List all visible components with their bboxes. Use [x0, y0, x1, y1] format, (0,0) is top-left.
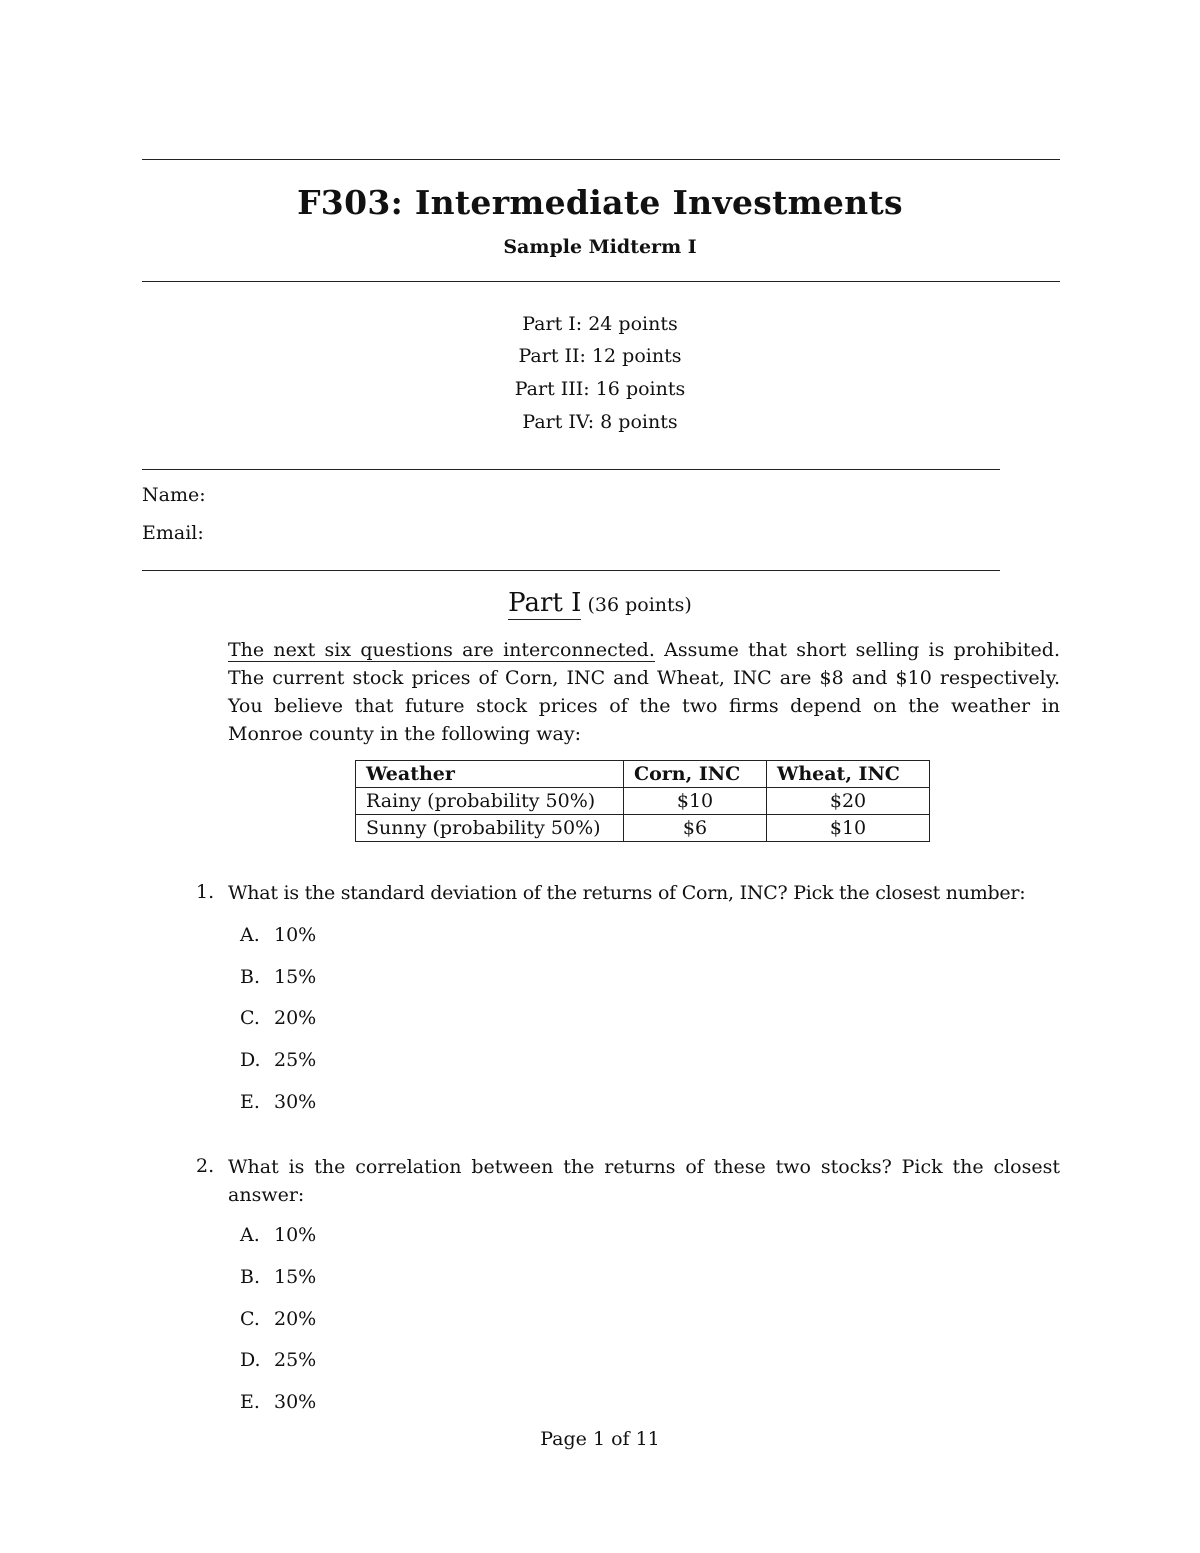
- table-header-row: [356, 761, 930, 788]
- option-value: 25%: [274, 1049, 317, 1071]
- question-2-option-a: [240, 1224, 316, 1246]
- points-part-2: Part II: 12 points: [518, 345, 682, 367]
- question-1-number: 1.: [196, 881, 215, 903]
- part-1-points: (36 points): [587, 594, 692, 616]
- table-row: [356, 788, 930, 815]
- option-label: B.: [240, 1266, 261, 1288]
- option-value: 15%: [274, 966, 317, 988]
- question-1-text: What is the standard deviation of the returns of Corn, INC? Pick the closest number:: [228, 882, 1026, 904]
- points-part-4: Part IV: 8 points: [522, 411, 678, 433]
- question-2-text: What is the correlation between the returns of these two stocks? Pick the closest answer:: [228, 1156, 1060, 1206]
- title-bottom-rule: [142, 281, 1060, 282]
- option-label: A.: [240, 1224, 260, 1246]
- option-value: 10%: [274, 1224, 317, 1246]
- table-header-weather: Weather: [356, 761, 624, 788]
- table-header-wheat: Wheat, INC: [767, 761, 930, 788]
- option-value: 30%: [274, 1391, 317, 1413]
- name-label: Name:: [142, 484, 206, 506]
- document-title: F303: Intermediate Investments: [297, 183, 903, 222]
- option-label: E.: [240, 1091, 260, 1113]
- option-label: D.: [240, 1049, 261, 1071]
- email-bottom-rule: [142, 570, 1000, 571]
- option-value: 10%: [274, 924, 317, 946]
- question-1-option-b: [240, 966, 316, 988]
- option-value: 20%: [274, 1007, 317, 1029]
- part-1-title: Part I: [508, 588, 582, 618]
- option-value: 30%: [274, 1091, 317, 1113]
- question-2-option-b: [240, 1266, 316, 1288]
- question-1-option-e: [240, 1091, 316, 1113]
- option-label: D.: [240, 1349, 261, 1371]
- points-part-1: Part I: 24 points: [522, 313, 678, 335]
- option-value: 20%: [274, 1308, 317, 1330]
- intro-text: Assume that short selling is prohibited. The current stock prices of Corn, INC and Wheat, INC are $8 and $10 respectively. You believe that future stock prices of the two firms depend on the weather in Monroe county in the following way:: [228, 639, 1060, 745]
- table-row: [356, 815, 930, 842]
- table-cell: $10: [767, 815, 930, 842]
- name-top-rule: [142, 469, 1000, 470]
- table-cell: Sunny (probability 50%): [356, 815, 624, 842]
- intro-underlined-text: The next six questions are interconnected.: [228, 639, 655, 661]
- question-2-option-c: [240, 1308, 316, 1330]
- question-1-option-a: [240, 924, 316, 946]
- option-label: E.: [240, 1391, 260, 1413]
- question-2-option-e: [240, 1391, 316, 1413]
- email-label: Email:: [142, 522, 204, 544]
- part-1-heading: [0, 588, 1200, 618]
- question-2-option-d: [240, 1349, 316, 1371]
- table-header-corn: Corn, INC: [624, 761, 767, 788]
- question-1-option-c: [240, 1007, 316, 1029]
- question-2-number: 2.: [196, 1155, 215, 1177]
- question-1-option-d: [240, 1049, 316, 1071]
- option-label: B.: [240, 966, 261, 988]
- document-subtitle: Sample Midterm I: [503, 236, 697, 258]
- table-cell: $10: [624, 788, 767, 815]
- weather-price-table: [355, 760, 930, 842]
- option-value: 25%: [274, 1349, 317, 1371]
- option-label: C.: [240, 1308, 260, 1330]
- points-part-3: Part III: 16 points: [514, 378, 686, 400]
- table-cell: $20: [767, 788, 930, 815]
- title-top-rule: [142, 159, 1060, 160]
- part-1-intro: [228, 636, 1060, 748]
- table-cell: Rainy (probability 50%): [356, 788, 624, 815]
- page-number: Page 1 of 11: [540, 1428, 660, 1450]
- option-value: 15%: [274, 1266, 317, 1288]
- table-cell: $6: [624, 815, 767, 842]
- option-label: C.: [240, 1007, 260, 1029]
- option-label: A.: [240, 924, 260, 946]
